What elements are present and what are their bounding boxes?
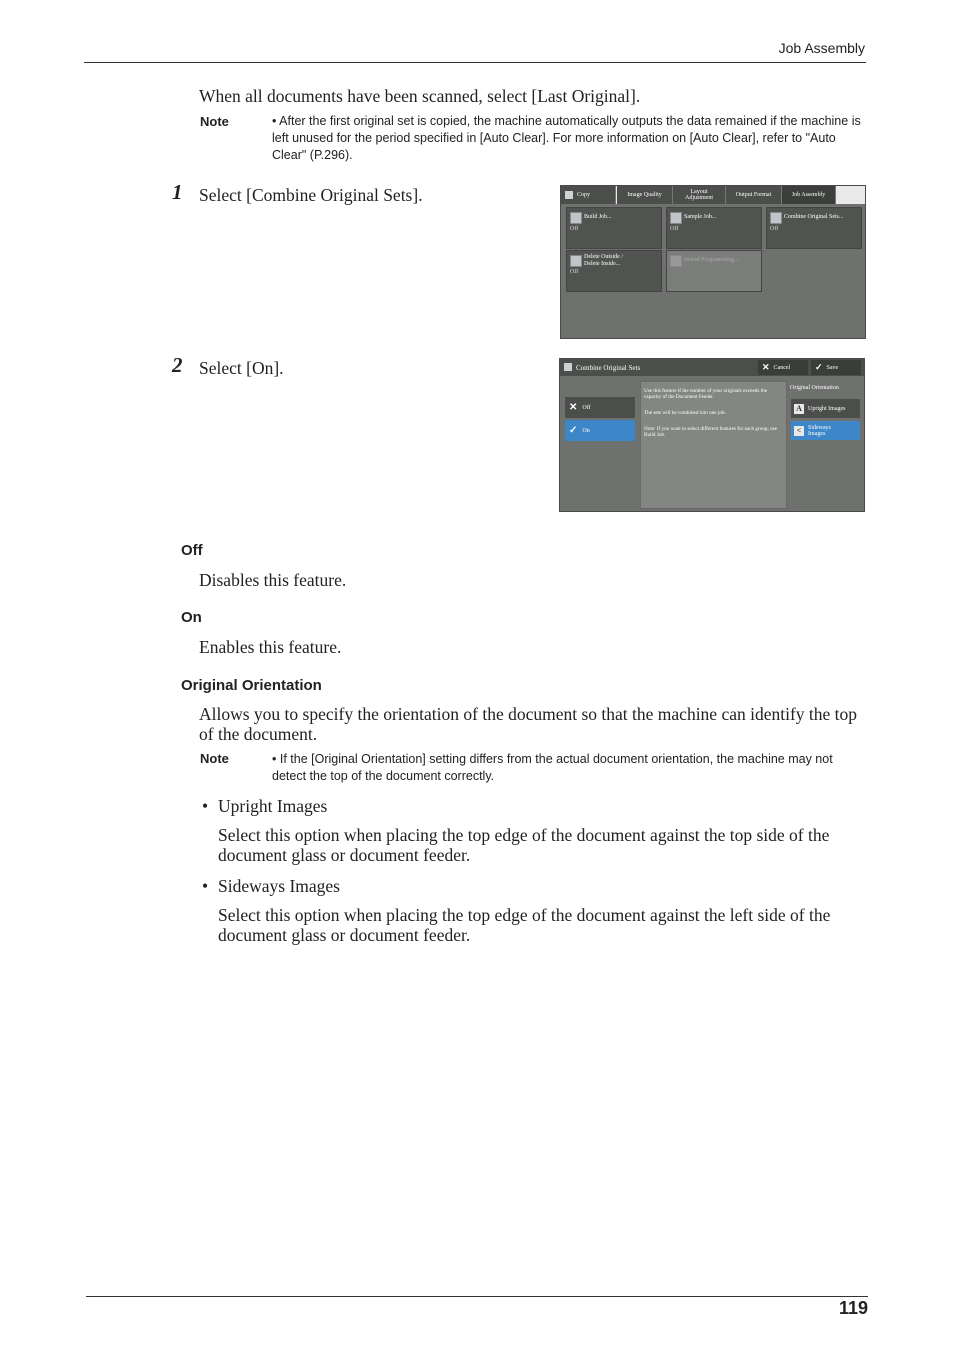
build-job-tile[interactable] xyxy=(566,207,662,249)
tile-value: Off xyxy=(570,269,579,275)
copy-icon xyxy=(565,191,573,199)
bullet-marker: • xyxy=(202,796,209,816)
page-number: 119 xyxy=(838,1298,868,1318)
orientation-description: Allows you to specify the orientation of the document so that the machine can identify the top of the document. xyxy=(199,704,858,744)
note-text: • If the [Original Orientation] setting differs from the actual document orientation, the machine may not detect the top of the document correctly. xyxy=(272,752,833,783)
tab-output-format[interactable] xyxy=(726,186,782,204)
tab-job-assembly[interactable] xyxy=(782,186,836,204)
save-button[interactable] xyxy=(811,360,861,375)
info-text: The sets will be combined into one job. xyxy=(644,410,726,416)
tile-label: Stored Programming... xyxy=(684,257,739,263)
tab-label: Output Format xyxy=(735,192,772,198)
info-text: Note: If you want to select different features for each group, use Build Job. xyxy=(644,426,777,438)
tile-value: Off xyxy=(670,226,679,232)
upright-images-button[interactable] xyxy=(791,399,860,418)
info-panel xyxy=(640,381,787,509)
option-on[interactable] xyxy=(565,420,635,441)
off-description: Disables this feature. xyxy=(199,570,347,590)
on-description: Enables this feature. xyxy=(199,637,342,657)
delete-outside-inside-tile[interactable] xyxy=(566,250,662,292)
step-number: 1 xyxy=(172,180,183,204)
screenshot-job-assembly xyxy=(560,185,866,339)
tile-label: Delete Outside / Delete Inside... xyxy=(584,254,623,267)
off-heading: Off xyxy=(181,542,203,559)
stored-programming-icon xyxy=(670,255,682,267)
tile-label: Combine Original Sets... xyxy=(784,214,844,220)
bullet-title: Upright Images xyxy=(218,796,328,816)
option-label: On xyxy=(582,427,590,434)
delete-icon xyxy=(570,255,582,267)
note-text: • After the first original set is copied, the machine automatically outputs the data remained if the machine is left unused for the period specified in [Auto Clear]. For more information on [Auto Clear], refer to "Auto Clear" (P.296). xyxy=(272,114,861,162)
cancel-label: Cancel xyxy=(773,364,791,371)
screenshot-combine-original-sets xyxy=(559,358,865,512)
header-rule xyxy=(84,62,866,63)
close-icon: ✕ xyxy=(762,362,770,372)
on-heading: On xyxy=(181,609,202,626)
info-text: Use this feature if the number of your originals exceeds the capacity of the Document Feeder. xyxy=(644,388,768,400)
combine-original-sets-tile[interactable] xyxy=(766,207,862,249)
sideways-label: Sideways Images xyxy=(808,424,831,437)
combine-sets-icon xyxy=(564,363,572,371)
tab-label: Job Assembly xyxy=(791,192,826,198)
dialog-title: Combine Original Sets xyxy=(576,364,641,372)
check-icon: ✓ xyxy=(815,362,823,372)
close-icon: ✕ xyxy=(569,402,578,413)
bullet-text: Select this option when placing the top edge of the document against the top side of the document glass or document feeder. xyxy=(218,825,830,865)
combine-sets-icon xyxy=(770,212,782,224)
orientation-heading: Original Orientation xyxy=(181,677,322,694)
orientation-label: Original Orientation xyxy=(790,385,839,391)
tab-label: Layout Adjustment xyxy=(685,189,713,201)
sideways-images-button[interactable] xyxy=(791,421,860,440)
tile-label: Sample Job... xyxy=(684,214,717,220)
tab-bar xyxy=(561,186,865,204)
tab-copy[interactable] xyxy=(561,186,616,204)
tile-value: Off xyxy=(770,226,779,232)
step-number: 2 xyxy=(172,353,183,377)
upright-orientation-icon: A xyxy=(794,404,804,414)
running-header: Job Assembly xyxy=(778,40,865,56)
bullet-text: Select this option when placing the top edge of the document against the left side of the document glass or document feeder. xyxy=(218,905,831,945)
step-text: Select [Combine Original Sets]. xyxy=(199,185,423,205)
tab-label: Image Quality xyxy=(627,192,662,198)
note-label: Note xyxy=(200,114,229,129)
tab-label: Copy xyxy=(577,192,591,198)
tab-image-quality[interactable] xyxy=(617,186,673,204)
upright-label: Upright Images xyxy=(808,405,846,412)
intro-text: When all documents have been scanned, select [Last Original]. xyxy=(199,86,641,106)
save-label: Save xyxy=(826,364,839,371)
step-text: Select [On]. xyxy=(199,358,284,378)
option-off[interactable] xyxy=(565,397,635,418)
sideways-orientation-icon: < xyxy=(794,426,804,436)
sample-job-tile[interactable] xyxy=(666,207,762,249)
cancel-button[interactable] xyxy=(758,360,808,375)
stored-programming-tile xyxy=(666,250,762,292)
sample-job-icon xyxy=(670,212,682,224)
note-label: Note xyxy=(200,751,229,766)
tile-label: Build Job... xyxy=(584,214,612,220)
bullet-marker: • xyxy=(202,876,209,896)
tile-value: Off xyxy=(570,226,579,232)
tab-layout-adjustment[interactable] xyxy=(673,186,726,204)
bullet-title: Sideways Images xyxy=(218,876,340,896)
check-icon: ✓ xyxy=(569,425,578,436)
build-job-icon xyxy=(570,212,582,224)
option-label: Off xyxy=(582,404,591,411)
footer-rule xyxy=(86,1296,868,1297)
